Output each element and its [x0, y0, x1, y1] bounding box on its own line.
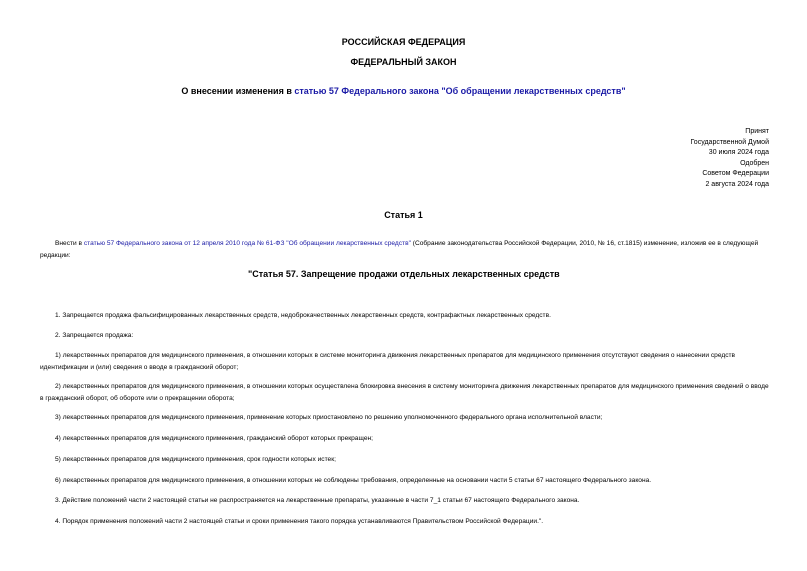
article-1-intro: [40, 238, 770, 261]
paragraph: 3. Действие положений части 2 настоящей статьи не распространяется на лекарственные препараты, указанные в части 7_1 статьи 67 настоящего Федерального закона.: [55, 497, 580, 504]
paragraph: 3) лекарственных препаратов для медицинского применения, применение которых приостановлено по решению уполномоченного федерального органа исполнительной власти;: [55, 414, 603, 421]
approved-by: Советом Федерации: [702, 170, 769, 178]
law-title-link[interactable]: статью 57 Федерального закона "Об обращении лекарственных средств": [294, 86, 626, 96]
intro-suffix: (Собрание законодательства Российской Федерации, 2010, № 16, ст.1815) изменение, изложив ее в следующей редакции:: [40, 240, 759, 259]
accepted-label: Принят: [745, 128, 769, 135]
paragraph: 1) лекарственных препаратов для медицинского применения, в отношении которых в системе мониторинга движения лекарственных препаратов для медицинского применения отсутствуют сведения о нанесении средств идентификации и (или) сведения о вводе в гражданский оборот;: [40, 352, 736, 371]
paragraph: 1. Запрещается продажа фальсифицированных лекарственных средств, недоброкачественных лекарственных средств, контрафактных лекарственных средств.: [55, 312, 551, 319]
approved-label: Одобрен: [740, 159, 769, 167]
acceptance-block: [690, 127, 769, 191]
approved-date: 2 августа 2024 года: [705, 180, 769, 188]
article-57-title: "Статья 57. Запрещение продажи отдельных лекарственных средств: [248, 269, 560, 279]
intro-prefix: Внести в: [55, 240, 84, 247]
accepted-date: 30 июля 2024 года: [708, 149, 769, 157]
article-1-title: Статья 1: [384, 210, 423, 220]
intro-link[interactable]: статью 57 Федерального закона от 12 апреля 2010 года № 61-ФЗ "Об обращении лекарственных средств": [83, 240, 411, 247]
law-type-heading: ФЕДЕРАЛЬНЫЙ ЗАКОН: [350, 57, 457, 67]
paragraph: 6) лекарственных препаратов для медицинского применения, в отношении которых не соблюдены требования, определенные на основании части 5 статьи 67 настоящего Федерального закона.: [55, 477, 652, 484]
law-title: [0, 86, 807, 96]
paragraph: 2) лекарственных препаратов для медицинского применения, в отношении которых осуществлена блокировка внесения в систему мониторинга движения лекарственных препаратов для медицинского применения сведений о вводе в гражданский оборот, об обороте или о прекращении оборота;: [40, 383, 769, 402]
accepted-by: Государственной Думой: [690, 138, 769, 146]
paragraph: 4. Порядок применения положений части 2 настоящей статьи и сроки применения такого порядка устанавливаются Правительством Российской Федерации.".: [55, 518, 544, 525]
country-heading: РОССИЙСКАЯ ФЕДЕРАЦИЯ: [341, 37, 466, 47]
paragraph: 2. Запрещается продажа:: [55, 332, 134, 339]
paragraph: 4) лекарственных препаратов для медицинского применения, гражданский оборот которых прекращен;: [55, 435, 373, 442]
law-title-prefix: О внесении изменения в: [181, 86, 295, 96]
paragraph: 5) лекарственных препаратов для медицинского применения, срок годности которых истек;: [55, 456, 336, 463]
